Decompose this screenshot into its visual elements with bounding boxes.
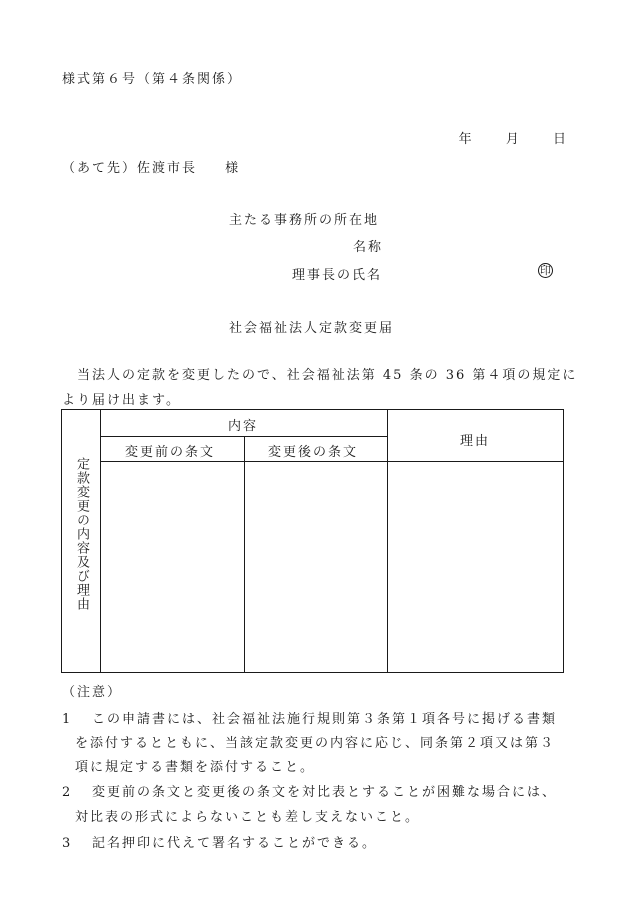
body-text-line-2: より届け出ます。 bbox=[62, 393, 181, 408]
notes-title: （注意） bbox=[62, 685, 123, 700]
year-label: 年 bbox=[458, 132, 474, 147]
office-address-label: 主たる事務所の所在地 bbox=[229, 213, 380, 228]
note-2-line-1: 2 変更前の条文と変更後の条文を対比表とすることが困難な場合には、 bbox=[62, 785, 558, 800]
addressee bbox=[62, 157, 240, 176]
note-number: 3 bbox=[62, 836, 73, 851]
content-header: 内容 bbox=[228, 419, 259, 434]
body-text-line-1: 当法人の定款を変更したので、社会福祉法第 45 条の 36 第４項の規定に bbox=[77, 368, 578, 383]
note-3-line-1: 3 記名押印に代えて署名することができる。 bbox=[62, 836, 378, 851]
after-header: 変更後の条文 bbox=[268, 445, 359, 460]
note-number: 2 bbox=[62, 785, 73, 800]
reason-header: 理由 bbox=[460, 434, 491, 449]
before-text-cell[interactable] bbox=[100, 462, 244, 672]
form-number: 様式第６号（第４条関係） bbox=[62, 72, 243, 87]
before-header: 変更前の条文 bbox=[125, 445, 216, 460]
reason-cell[interactable] bbox=[388, 462, 563, 672]
note-1-line-2: を添付するとともに、当該定款変更の内容に応じ、同条第２項又は第３ bbox=[75, 736, 556, 751]
form-title: 社会福祉法人定款変更届 bbox=[229, 321, 395, 336]
addressee-name: （あて先）佐渡市長 bbox=[62, 161, 198, 176]
after-text-cell[interactable] bbox=[245, 462, 387, 672]
month-label: 月 bbox=[505, 132, 521, 147]
note-1-line-1: 1 この申請書には、社会福祉法施行規則第３条第１項各号に掲げる書類 bbox=[62, 712, 558, 727]
note-2-line-2: 対比表の形式によらないことも差し支えないこと。 bbox=[75, 810, 421, 825]
table-side-label: 定款変更の内容及び理由 bbox=[74, 457, 89, 611]
note-number: 1 bbox=[62, 712, 73, 727]
amendment-table bbox=[61, 409, 564, 673]
chairperson-name-label: 理事長の氏名 bbox=[292, 268, 383, 283]
table-divider bbox=[100, 436, 387, 437]
corporation-name-label: 名称 bbox=[353, 240, 384, 255]
honorific: 様 bbox=[225, 161, 241, 176]
note-1-line-3: 項に規定する書類を添付すること。 bbox=[75, 760, 316, 775]
day-label: 日 bbox=[552, 132, 568, 147]
seal-icon: 印 bbox=[540, 264, 551, 277]
date-line bbox=[433, 128, 568, 147]
